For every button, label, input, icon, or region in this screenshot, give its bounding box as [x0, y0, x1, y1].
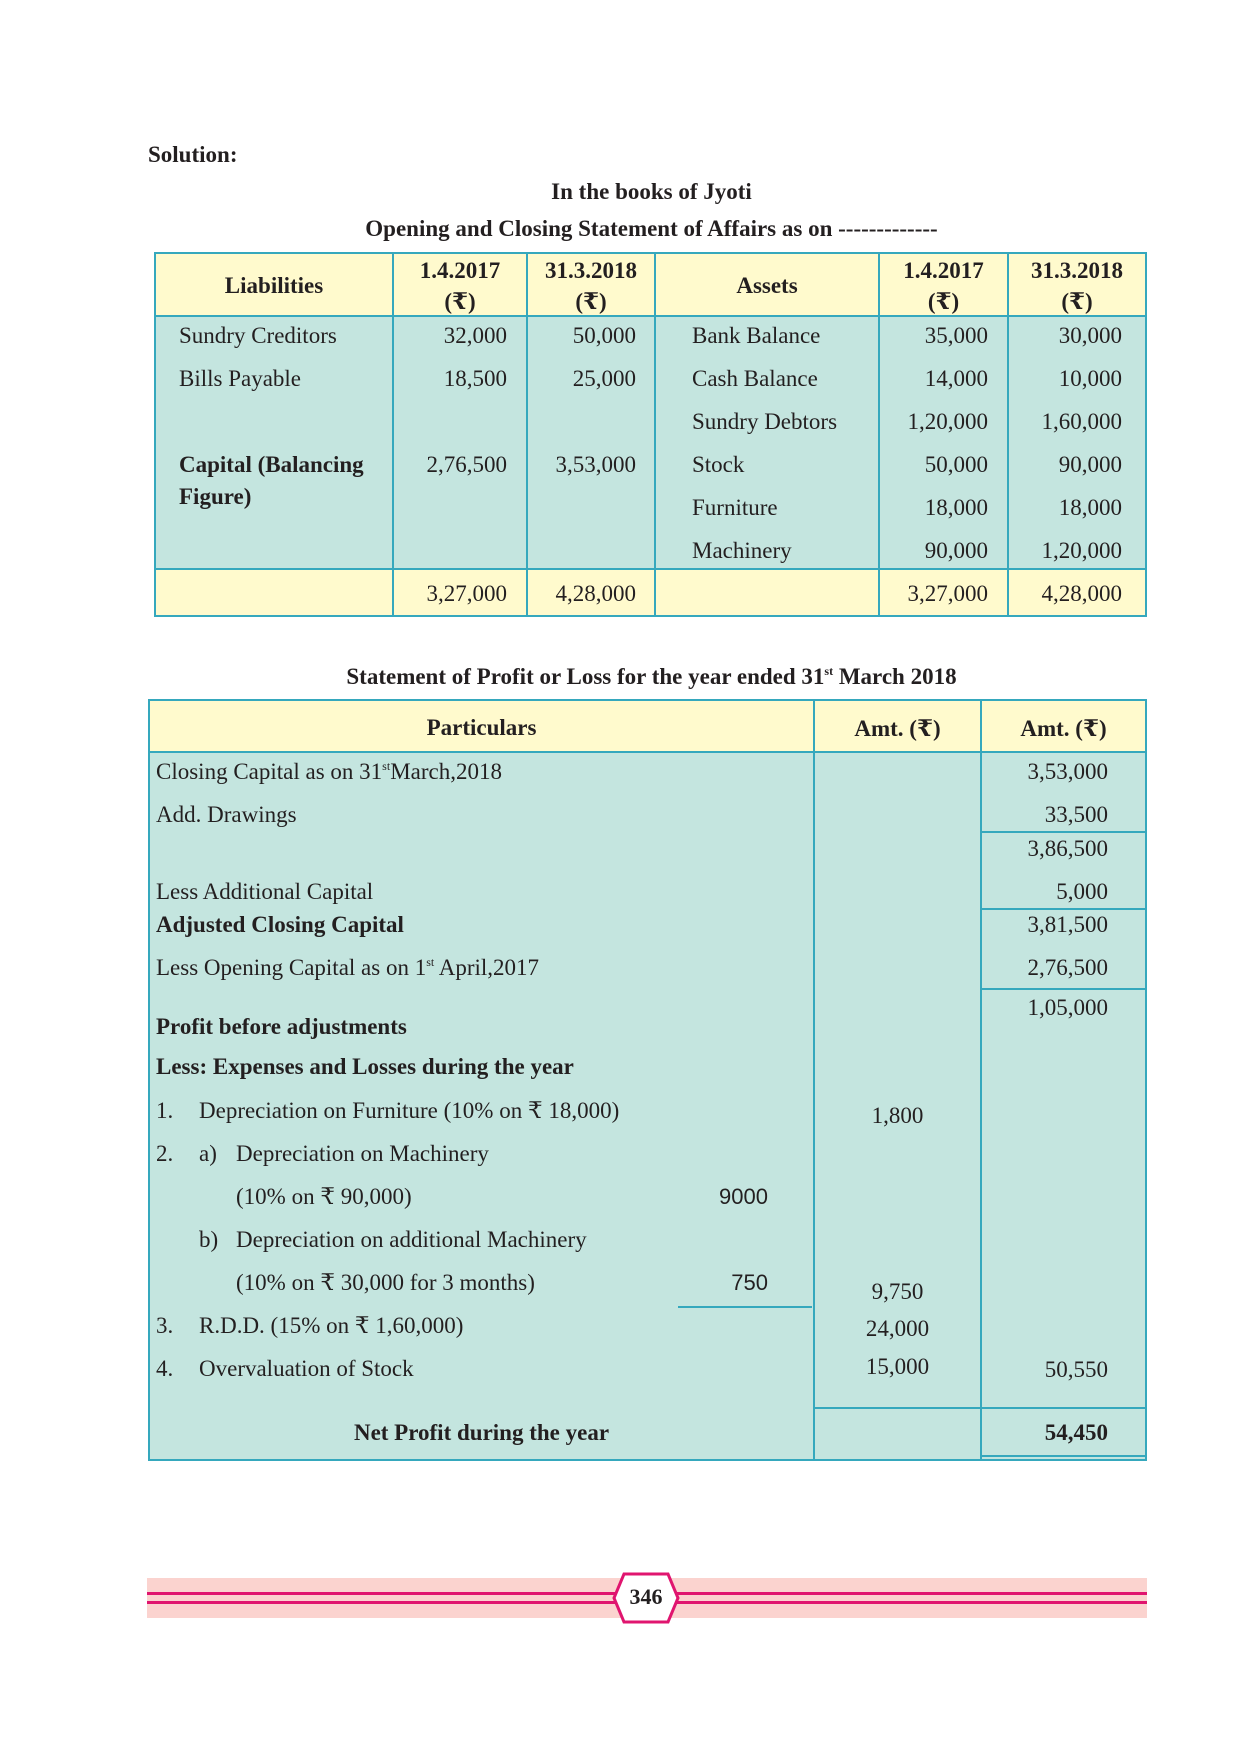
- asset-name: Cash Balance: [692, 366, 818, 391]
- subtotal-amt: 3,86,500: [1027, 836, 1108, 861]
- item-additional-machinery: Depreciation on additional Machinery: [236, 1227, 587, 1252]
- item-number: 4.: [156, 1356, 174, 1381]
- item-machinery-detail: (10% on ₹ 90,000): [236, 1184, 412, 1209]
- pl-heading: Statement of Profit or Loss for the year ended 31st March 2018: [346, 664, 957, 689]
- asset-name: Machinery: [692, 538, 792, 563]
- affairs-total-row: [156, 568, 1145, 615]
- liability-value: 18,500: [443, 366, 507, 391]
- pl-header-amt2: Amt. (₹): [1020, 716, 1107, 741]
- item-number: 3.: [156, 1313, 174, 1338]
- total-liab-2018: 4,28,000: [555, 581, 636, 606]
- asset-value: 50,000: [924, 452, 988, 477]
- asset-value: 18,000: [1058, 495, 1122, 520]
- asset-value: 30,000: [1058, 323, 1122, 348]
- asset-value: 10,000: [1058, 366, 1122, 391]
- item-number: 2.: [156, 1141, 174, 1166]
- item-furniture-amt: 1,800: [871, 1103, 924, 1128]
- less-additional-amt: 5,000: [1056, 879, 1108, 904]
- total-liab-2017: 3,27,000: [426, 581, 507, 606]
- item-rdd: R.D.D. (15% on ₹ 1,60,000): [199, 1313, 464, 1338]
- less-expenses-label: Less: Expenses and Losses during the year: [156, 1054, 574, 1079]
- asset-value: 90,000: [924, 538, 988, 563]
- liability-name: Capital (Balancing: [179, 452, 364, 477]
- page-number: 346: [629, 1584, 663, 1609]
- header-asset-rupee2: (₹): [1061, 289, 1093, 314]
- asset-value: 35,000: [924, 323, 988, 348]
- asset-value: 1,20,000: [1041, 538, 1122, 563]
- asset-name: Bank Balance: [692, 323, 821, 348]
- liability-name-cont: Figure): [179, 484, 252, 509]
- header-asset-rupee1: (₹): [927, 289, 960, 314]
- item-furniture-depreciation: Depreciation on Furniture (10% on ₹ 18,000): [199, 1098, 620, 1123]
- liability-name: Sundry Creditors: [179, 323, 337, 348]
- header-asset-date2: 31.3.2018: [1031, 258, 1123, 283]
- liability-value: 2,76,500: [426, 452, 507, 477]
- asset-value: 18,000: [924, 495, 988, 520]
- asset-name: Sundry Debtors: [692, 409, 838, 434]
- liability-name: Bills Payable: [179, 366, 302, 391]
- adjusted-closing-label: Adjusted Closing Capital: [156, 912, 404, 937]
- header-liab-date1: 1.4.2017: [419, 258, 501, 283]
- item-marker: b): [199, 1227, 219, 1252]
- item-number: 1.: [156, 1098, 174, 1123]
- asset-name: Stock: [692, 452, 745, 477]
- total-expenses-amt: 50,550: [1044, 1357, 1108, 1382]
- liability-value: 25,000: [572, 366, 636, 391]
- total-assets-2018: 4,28,000: [1041, 581, 1122, 606]
- header-liab-rupee1: (₹): [444, 289, 476, 314]
- less-opening-label: Less Opening Capital as on 1st April,2017: [156, 955, 540, 980]
- pl-header-amt1: Amt. (₹): [854, 716, 941, 741]
- asset-value: 1,20,000: [907, 409, 988, 434]
- header-assets: Assets: [736, 273, 798, 298]
- item-additional-detail: (10% on ₹ 30,000 for 3 months): [236, 1270, 535, 1295]
- net-profit-label: Net Profit during the year: [353, 1420, 610, 1445]
- asset-value: 90,000: [1058, 452, 1122, 477]
- item-marker: a): [199, 1141, 217, 1166]
- item-overvaluation: Overvaluation of Stock: [199, 1356, 414, 1381]
- header-asset-date1: 1.4.2017: [903, 258, 984, 283]
- asset-value: 14,000: [924, 366, 988, 391]
- item-additional-amt: 750: [731, 1270, 768, 1295]
- item-overvaluation-amt: 15,000: [865, 1354, 930, 1379]
- net-profit-amt: 54,450: [1044, 1420, 1108, 1445]
- add-drawings-label: Add. Drawings: [156, 802, 297, 827]
- closing-capital-label: Closing Capital as on 31stMarch,2018: [156, 759, 502, 784]
- asset-value: 1,60,000: [1041, 409, 1122, 434]
- adjusted-closing-amt: 3,81,500: [1027, 912, 1108, 937]
- header-liab-rupee2: (₹): [575, 289, 607, 314]
- asset-name: Furniture: [692, 495, 778, 520]
- less-additional-label: Less Additional Capital: [156, 879, 374, 904]
- profit-before-label: Profit before adjustments: [156, 1014, 407, 1039]
- header-liab-date2: 31.3.2018: [545, 258, 637, 283]
- affairs-heading: Opening and Closing Statement of Affairs as on -------------: [365, 216, 938, 241]
- item-rdd-amt: 24,000: [865, 1316, 930, 1341]
- books-heading: In the books of Jyoti: [551, 179, 752, 204]
- liability-value: 32,000: [443, 323, 507, 348]
- liability-value: 3,53,000: [555, 452, 636, 477]
- solution-label: Solution:: [148, 142, 238, 167]
- header-liabilities: Liabilities: [224, 273, 324, 298]
- item-machinery-depreciation: Depreciation on Machinery: [236, 1141, 489, 1166]
- total-assets-2017: 3,27,000: [907, 581, 988, 606]
- profit-before-amt: 1,05,000: [1027, 995, 1108, 1020]
- less-opening-amt: 2,76,500: [1027, 955, 1108, 980]
- pl-header-particulars: Particulars: [426, 715, 537, 740]
- add-drawings-amt: 33,500: [1044, 802, 1108, 827]
- closing-capital-amt: 3,53,000: [1027, 759, 1108, 784]
- item-machinery-total: 9,750: [871, 1279, 924, 1304]
- liability-value: 50,000: [572, 323, 636, 348]
- item-machinery-amt: 9000: [719, 1184, 768, 1209]
